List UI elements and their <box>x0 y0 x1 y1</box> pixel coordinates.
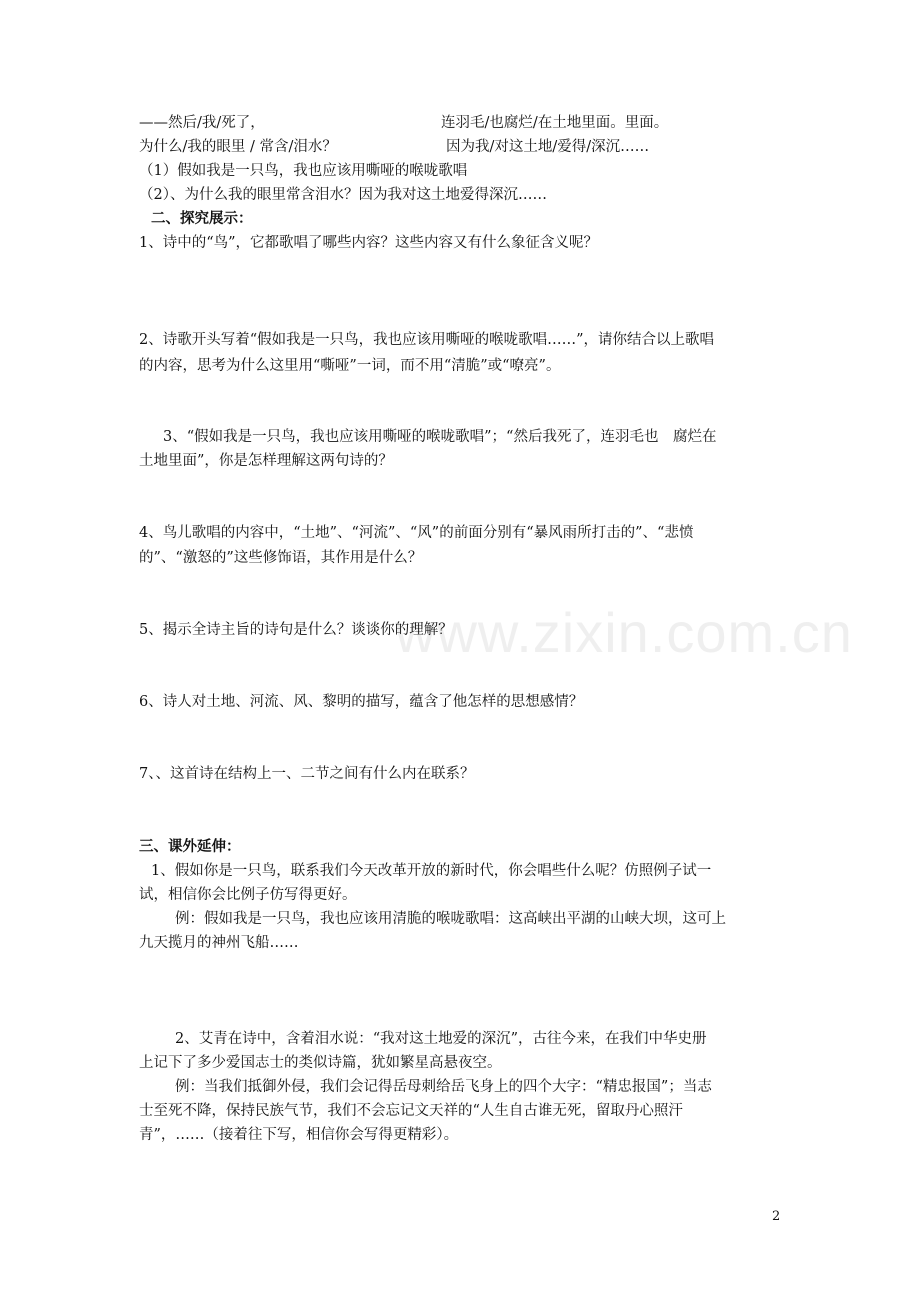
task-2-line-1: 2、艾青在诗中，含着泪水说：“我对这土地爱的深沉”，古往今来，在我们中华史册 <box>175 1031 707 1047</box>
question-1: 1、诗中的“鸟”，它都歌唱了哪些内容？这些内容又有什么象征含义呢？ <box>139 235 599 251</box>
question-2-line-2: 的内容，思考为什么这里用“嘶哑”一词，而不用“清脆”或“嘹亮”。 <box>139 358 561 374</box>
task-2-line-2: 上记下了多少爱国志士的类似诗篇，犹如繁星高悬夜空。 <box>139 1055 502 1071</box>
poem-line-1-left: ——然后/我/死了， <box>139 115 265 131</box>
question-3-line-1: 3、“假如我是一只鸟，我也应该用嘶哑的喉咙歌唱”；“然后我死了，连羽毛也 腐烂在 <box>163 429 717 445</box>
example-2-line-2: 士至死不降，保持民族气节，我们不会忘记文天祥的“人生自古谁无死，留取丹心照汗 <box>139 1103 683 1119</box>
example-1-line-1: 例：假如我是一只鸟，我也应该用清脆的喉咙歌唱：这高峡出平湖的山峡大坝，这可上 <box>175 911 726 927</box>
task-1-line-1: 1、假如你是一只鸟，联系我们今天改革开放的新时代，你会唱些什么呢？仿照例子试一 <box>151 863 712 879</box>
question-6: 6、诗人对土地、河流、风、黎明的描写，蕴含了他怎样的思想感情？ <box>139 694 584 710</box>
example-2-line-3: 青”，……（接着往下写，相信你会写得更精彩）。 <box>139 1127 459 1143</box>
answer-1: （1）假如我是一只鸟，我也应该用嘶哑的喉咙歌唱 <box>139 163 468 179</box>
poem-line-1-right: 连羽毛/也腐烂/在土地里面。里面。 <box>441 115 669 131</box>
task-1-line-2: 试，相信你会比例子仿写得更好。 <box>139 887 357 903</box>
question-4-line-1: 4、鸟儿歌唱的内容中，“土地”、“河流”、“风”的前面分别有“暴风雨所打击的”、“悲愤 <box>139 525 694 541</box>
example-2-line-1: 例：当我们抵御外侵，我们会记得岳母刺给岳飞身上的四个大字：“精忠报国”；当志 <box>175 1079 712 1095</box>
section-3-heading: 三、课外延伸： <box>139 838 241 855</box>
poem-line-2-right: 因为我/对这土地/爱得/深沉…… <box>446 139 650 155</box>
question-4-line-2: 的”、“激怒的”这些修饰语，其作用是什么？ <box>139 550 423 566</box>
question-3-line-2: 土地里面”，你是怎样理解这两句诗的？ <box>139 453 393 469</box>
question-5: 5、揭示全诗主旨的诗句是什么？谈谈你的理解？ <box>139 622 453 638</box>
watermark: www.zixin.com.cn <box>395 601 853 664</box>
example-1-line-2: 九天揽月的神州飞船…… <box>139 935 299 951</box>
poem-line-2-left: 为什么/我的眼里 / 常含/泪水？ <box>139 139 337 155</box>
question-2-line-1: 2、诗歌开头写着“假如我是一只鸟，我也应该用嘶哑的喉咙歌唱……”，请你结合以上歌唱 <box>139 332 715 348</box>
section-2-heading: 二、探究展示： <box>151 210 253 227</box>
answer-2: （2）、为什么我的眼里常含泪水？因为我对这土地爱得深沉…… <box>139 187 547 203</box>
question-7: 7、、这首诗在结构上一、二节之间有什么内在联系？ <box>139 766 475 782</box>
page-number: 2 <box>772 1209 781 1224</box>
